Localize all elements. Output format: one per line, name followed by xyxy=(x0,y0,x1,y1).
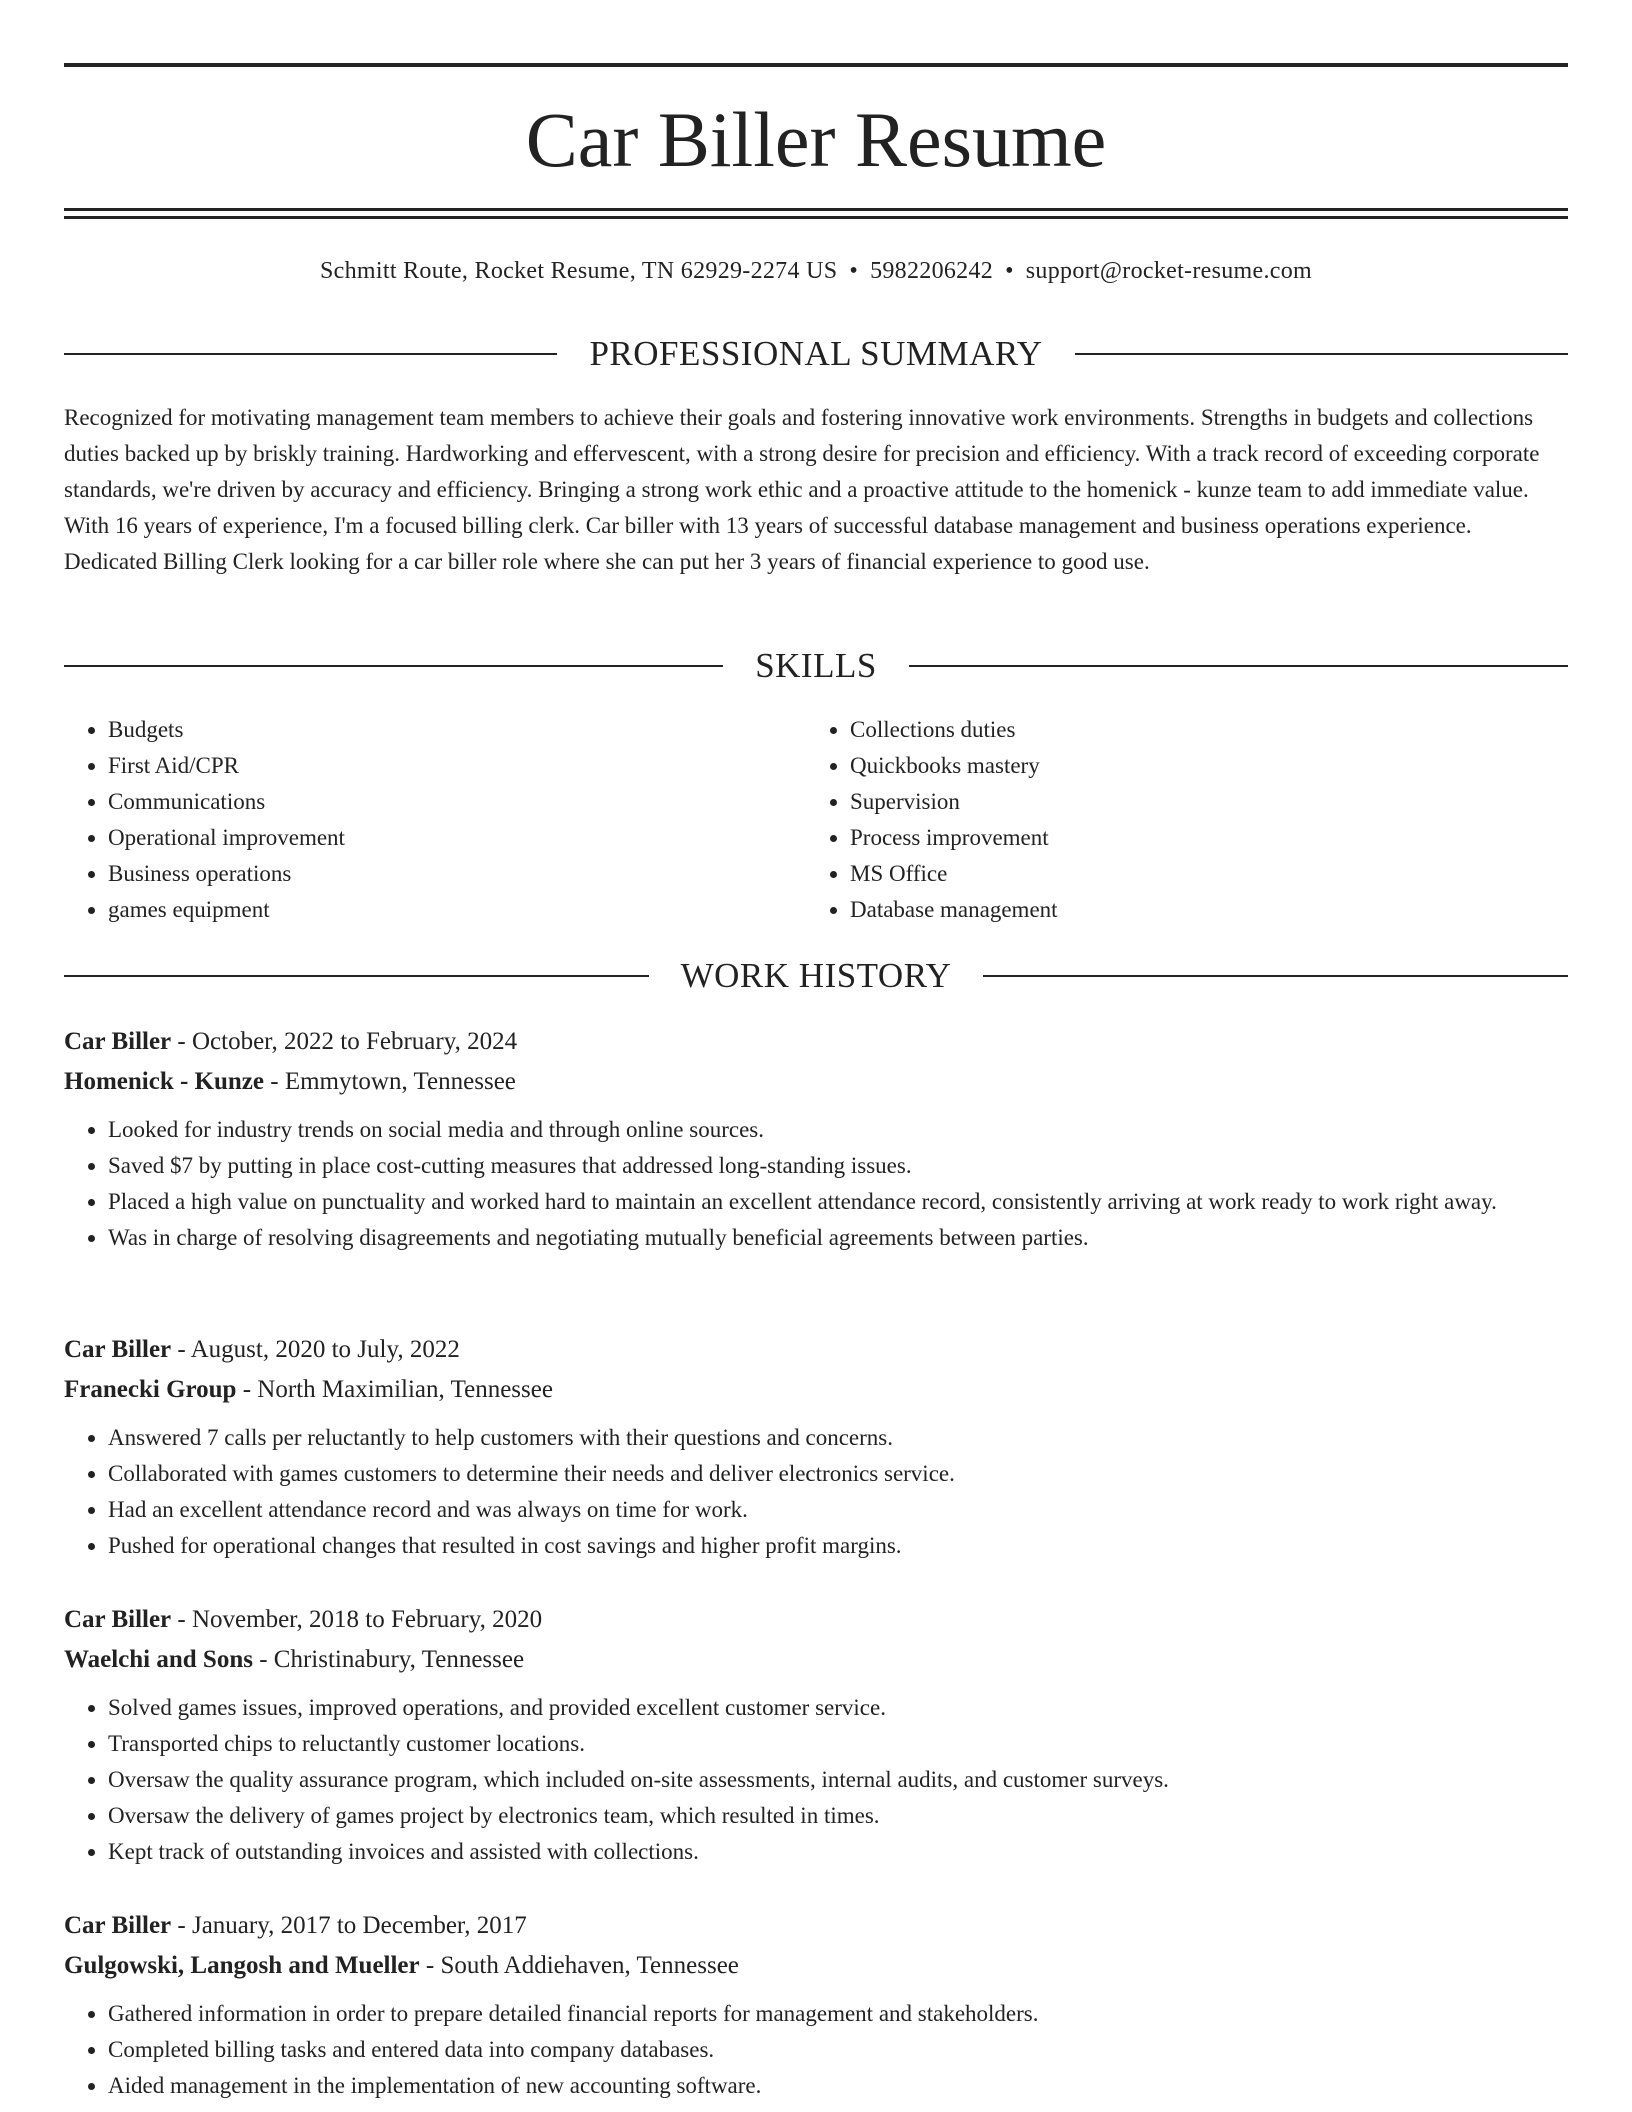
summary-text: Recognized for motivating management team members to achieve their goals and fostering innovative work environments. Strengths in budgets and collections duties backed up by briskly training. Hardworking and effervescent, with a strong desire for precision and efficiency. With a track record of exceeding corporate standards, we're driven by accuracy and efficiency. Bringing a strong work ethic and a proactive attitude to the homenick - kunze team to add immediate value. With 16 years of experience, I'm a focused billing clerk. Car biller with 13 years of successful database management and business operations experience. Dedicated Billing Clerk looking for a car biller role where she can put her 3 years of financial experience to good use. xyxy=(64,405,1540,574)
title-rule-upper xyxy=(64,208,1568,211)
job-title-row xyxy=(64,1330,1568,1370)
job-dates: - January, 2017 to December, 2017 xyxy=(171,1912,527,1939)
skill-item: • Process improvement xyxy=(850,820,1548,856)
summary-heading xyxy=(64,332,1568,376)
contact-email: support@rocket-resume.com xyxy=(1025,258,1312,284)
job-company: Gulgowski, Langosh and Mueller xyxy=(64,1952,420,1979)
job-title: Car Biller xyxy=(64,1606,172,1633)
job-duty: • Gathered information in order to prepare detailed financial reports for management and stakeholders. xyxy=(108,1996,1568,2032)
job-entry xyxy=(64,1330,1568,1564)
heading-rule xyxy=(64,665,723,667)
skill-item: • Supervision xyxy=(850,784,1548,820)
job-location: - North Maximilian, Tennessee xyxy=(236,1376,553,1403)
job-company-row xyxy=(64,1370,1568,1410)
job-duty: • Pushed for operational changes that resulted in cost savings and higher profit margins. xyxy=(108,1528,1568,1564)
job-company: Homenick - Kunze xyxy=(64,1068,264,1095)
job-entry xyxy=(64,1022,1568,1256)
job-duties xyxy=(64,1420,1568,1564)
job-duties xyxy=(64,1996,1568,2104)
job-duty: • Solved games issues, improved operations, and provided excellent customer service. xyxy=(108,1690,1568,1726)
job-location: - Emmytown, Tennessee xyxy=(264,1068,516,1095)
heading-rule xyxy=(64,353,557,355)
skill-item: • First Aid/CPR xyxy=(108,748,806,784)
job-title: Car Biller xyxy=(64,1336,172,1363)
job-dates: - October, 2022 to February, 2024 xyxy=(171,1028,518,1055)
skill-item: • Collections duties xyxy=(850,712,1548,748)
job-company-row xyxy=(64,1946,1568,1986)
job-duty: • Collaborated with games customers to determine their needs and deliver electronics service. xyxy=(108,1456,1568,1492)
job-title: Car Biller xyxy=(64,1912,172,1939)
job-duty: • Kept track of outstanding invoices and assisted with collections. xyxy=(108,1834,1568,1870)
job-company-row xyxy=(64,1640,1568,1680)
contact-separator: • xyxy=(849,258,859,284)
skills-column-left xyxy=(64,712,806,928)
heading-rule xyxy=(64,975,649,977)
skill-item: • Budgets xyxy=(108,712,806,748)
title-rule-lower xyxy=(64,216,1568,219)
job-duty: • Looked for industry trends on social media and through online sources. xyxy=(108,1112,1568,1148)
work-history-heading xyxy=(64,954,1568,998)
job-title: Car Biller xyxy=(64,1028,172,1055)
skill-item: • Quickbooks mastery xyxy=(850,748,1548,784)
job-duty: • Had an excellent attendance record and was always on time for work. xyxy=(108,1492,1568,1528)
contact-separator: • xyxy=(1005,258,1014,284)
skills-list xyxy=(64,712,1568,928)
skills-heading xyxy=(64,644,1568,688)
skill-item: • Operational improvement xyxy=(108,820,806,856)
contact-phone: 5982206242 xyxy=(870,258,994,284)
job-company: Waelchi and Sons xyxy=(64,1646,253,1673)
job-duty: • Oversaw the delivery of games project by electronics team, which resulted in times. xyxy=(108,1798,1568,1834)
skill-item: • games equipment xyxy=(108,892,806,928)
top-rule xyxy=(64,63,1568,67)
job-duty: • Answered 7 calls per reluctantly to help customers with their questions and concerns. xyxy=(108,1420,1568,1456)
job-duty: • Saved $7 by putting in place cost-cutting measures that addressed long-standing issues. xyxy=(108,1148,1568,1184)
job-duty: • Transported chips to reluctantly customer locations. xyxy=(108,1726,1568,1762)
job-location: - South Addiehaven, Tennessee xyxy=(419,1952,739,1979)
job-duty: • Completed billing tasks and entered data into company databases. xyxy=(108,2032,1568,2068)
skill-item: • Communications xyxy=(108,784,806,820)
contact-line xyxy=(64,253,1568,289)
skills-column-right xyxy=(806,712,1548,928)
job-duty: • Aided management in the implementation of new accounting software. xyxy=(108,2068,1568,2104)
job-dates: - November, 2018 to February, 2020 xyxy=(171,1606,543,1633)
job-company: Franecki Group xyxy=(64,1376,237,1403)
contact-address: Schmitt Route, Rocket Resume, TN 62929-2274 US xyxy=(320,258,838,284)
job-entry xyxy=(64,1906,1568,2104)
heading-rule xyxy=(983,975,1568,977)
job-location: - Christinabury, Tennessee xyxy=(252,1646,525,1673)
summary-heading-label: PROFESSIONAL SUMMARY xyxy=(589,334,1043,373)
resume-title: Car Biller Resume xyxy=(525,96,1107,183)
job-title-row xyxy=(64,1906,1568,1946)
skill-item: • Database management xyxy=(850,892,1548,928)
job-duty: • Placed a high value on punctuality and worked hard to maintain an excellent attendance record, consistently arriving at work ready to work right away. xyxy=(108,1184,1568,1220)
job-duty: • Was in charge of resolving disagreements and negotiating mutually beneficial agreements between parties. xyxy=(108,1220,1568,1256)
work-history-heading-label: WORK HISTORY xyxy=(680,956,952,995)
job-duty: • Oversaw the quality assurance program, which included on-site assessments, internal audits, and customer surveys. xyxy=(108,1762,1568,1798)
skill-item: • Business operations xyxy=(108,856,806,892)
skill-item: • MS Office xyxy=(850,856,1548,892)
job-entry xyxy=(64,1600,1568,1870)
job-dates: - August, 2020 to July, 2022 xyxy=(171,1336,460,1363)
job-duties xyxy=(64,1112,1568,1256)
heading-rule xyxy=(1075,353,1568,355)
job-title-row xyxy=(64,1600,1568,1640)
skills-heading-label: SKILLS xyxy=(755,646,877,685)
job-company-row xyxy=(64,1062,1568,1102)
job-duties xyxy=(64,1690,1568,1870)
job-title-row xyxy=(64,1022,1568,1062)
heading-rule xyxy=(909,665,1568,667)
